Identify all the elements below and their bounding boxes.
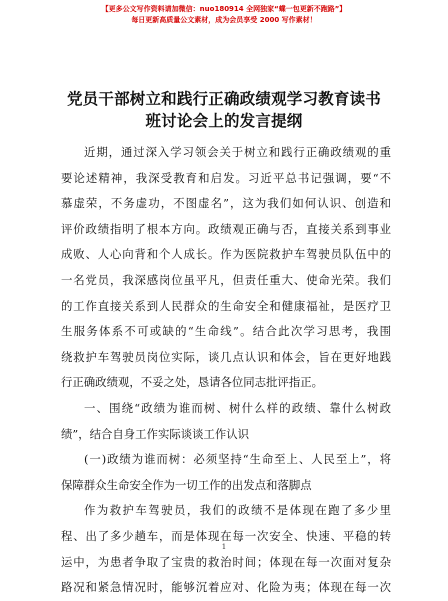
- subsection-heading-line: (一)政绩为谁而树：必须坚持“生命至上、人民至上”，将: [84, 452, 391, 467]
- promo-banner-line-1: 【更多公文写作资料请加微信：nuo180914 全网独家“蝶一包更新不跑路”】: [101, 5, 347, 13]
- title-line-2: 班讨论会上的发言提纲: [145, 112, 303, 130]
- body-line: 要论述精神，我深受教育和启发。习近平总书记强调，要“不: [61, 170, 391, 185]
- body-line: 路况和紧急情况时，能够沉着应对、化险为夷；体现在每一次: [61, 580, 391, 595]
- body-line: 一名党员，我深感岗位虽平凡，但责任重大、使命光荣。我们: [61, 272, 391, 287]
- body-line: 慕虚荣，不务虚功，不图虚名”，这为我们如何认识、创造和: [61, 196, 391, 211]
- body-line: 近期，通过深入学习领会关于树立和践行正确政绩观的重: [84, 145, 391, 159]
- title-line-1: 党员干部树立和践行正确政绩观学习教育读书: [66, 90, 381, 108]
- document-body: [61, 140, 391, 601]
- promo-banner: [0, 4, 448, 26]
- body-line: 生服务体系不可或缺的“生命线”。结合此次学习思考，我围: [61, 324, 391, 339]
- promo-banner-line-2: 每日更新高质量公文素材，成为会员享受 2000 写作素材！: [131, 16, 317, 24]
- body-line: 作为救护车驾驶员，我们的政绩不是体现在跑了多少里: [84, 503, 391, 518]
- body-line: 行正确政绩观，不妥之处，恳请各位同志批评指正。: [61, 375, 323, 390]
- page-number: 1: [221, 543, 227, 551]
- document-title: [0, 88, 448, 132]
- section-heading-line: 绩”，结合自身工作实际谈谈工作认识: [61, 426, 250, 441]
- body-line: 成败、人心向背和个人成长。作为医院救护车驾驶员队伍中的: [61, 247, 391, 262]
- body-line: 的工作直接关系到人民群众的生命安全和健康福祉，是医疗卫: [61, 298, 391, 313]
- body-line: 评价政绩指明了根本方向。政绩观正确与否，直接关系到事业: [61, 221, 391, 236]
- body-line: 程、出了多少趟车，而是体现在每一次安全、快速、平稳的转: [61, 528, 391, 543]
- body-line: 绕救护车驾驶员岗位实际，谈几点认识和体会，旨在更好地践: [61, 349, 391, 364]
- subsection-heading-line: 保障群众生命安全作为一切工作的出发点和落脚点: [61, 477, 312, 492]
- body-line: 运中，为患者争取了宝贵的救治时间；体现在每一次面对复杂: [61, 554, 391, 569]
- section-heading-line: 一、围绕“政绩为谁而树、树什么样的政绩、靠什么树政: [84, 400, 391, 415]
